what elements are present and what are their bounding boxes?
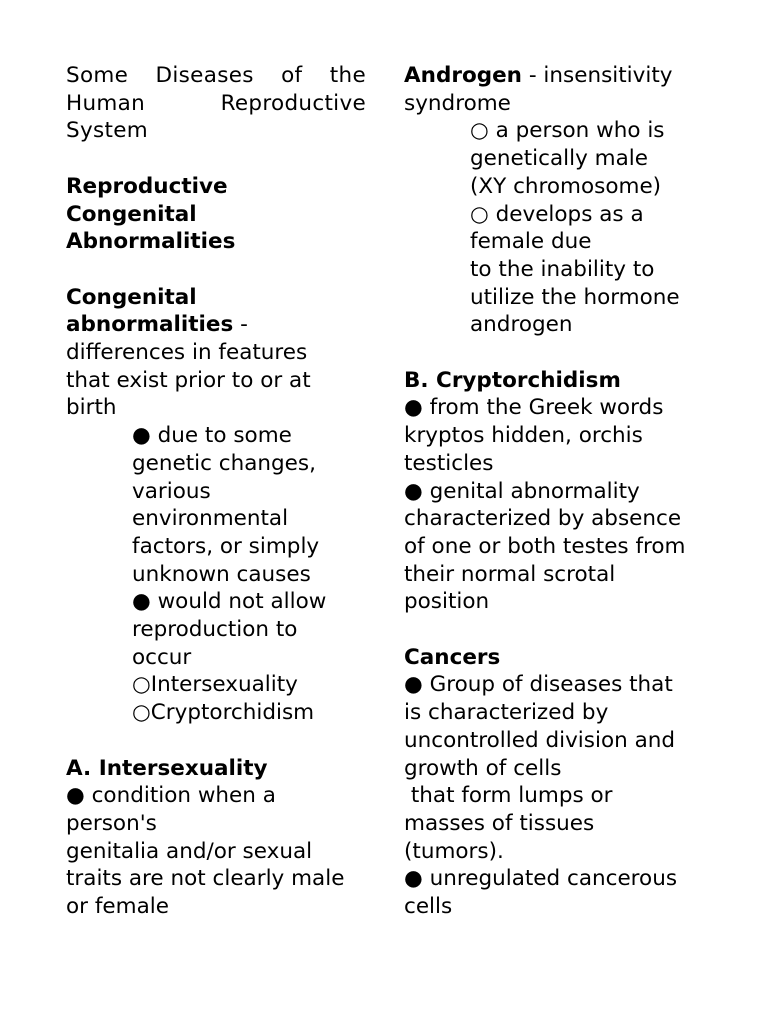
section-a-heading: A. Intersexuality	[66, 755, 268, 781]
section-b-cryptorchidism	[404, 367, 700, 616]
section-heading-congenital-abnormalities	[66, 173, 366, 256]
bullet-line: occur	[132, 644, 192, 670]
sub-item-intersexuality: ○Intersexuality	[132, 672, 298, 698]
definition-line: differences in features	[66, 340, 308, 365]
androgen-term: Androgen	[404, 63, 522, 88]
section-a-line: genitalia and/or sexual	[66, 838, 313, 864]
bullet-line: genetic changes,	[132, 450, 316, 476]
title-line: System	[66, 118, 148, 144]
document-title	[66, 62, 366, 145]
term-dash: -	[233, 312, 248, 338]
cancers-line: is characterized by	[404, 700, 609, 726]
bullet-line: ● would not allow	[132, 589, 327, 615]
cancers-line: ● unregulated cancerous	[404, 866, 678, 892]
section-a-line: traits are not clearly male	[66, 866, 345, 892]
section-a-intersexuality	[66, 755, 366, 921]
androgen-sub-line: ○ develops as a	[470, 201, 644, 227]
bullet-line: various	[132, 478, 211, 504]
cancers-line: cells	[404, 894, 453, 920]
section-b-line: position	[404, 589, 490, 615]
bullet-line: ● due to some	[132, 423, 292, 449]
congenital-definition	[66, 284, 366, 423]
bullet-line: environmental	[132, 506, 289, 532]
section-b-heading: B. Cryptorchidism	[404, 367, 621, 393]
androgen-rest: - insensitivity	[522, 63, 673, 88]
heading-line: Congenital	[66, 201, 197, 227]
heading-line: Reproductive	[66, 173, 228, 199]
androgen-sub-line: utilize the hormone	[470, 284, 680, 310]
section-b-line: ● genital abnormality	[404, 478, 640, 504]
androgen-sub-line: ○ a person who is	[470, 118, 665, 144]
title-line: Some Diseases of the	[66, 63, 366, 88]
androgen-insensitivity	[404, 62, 700, 339]
definition-line: that exist prior to or at	[66, 367, 311, 393]
cancers-heading: Cancers	[404, 644, 501, 670]
cancers-line: uncontrolled division and	[404, 727, 676, 753]
section-b-line: their normal scrotal	[404, 561, 616, 587]
left-column	[66, 62, 366, 921]
androgen-sub-line: androgen	[470, 312, 573, 338]
cancers-line: ● Group of diseases that	[404, 672, 673, 698]
androgen-sub-line: female due	[470, 229, 592, 255]
cancers-line: growth of cells	[404, 755, 562, 781]
androgen-line: syndrome	[404, 90, 511, 116]
sub-item-cryptorchidism: ○Cryptorchidism	[132, 700, 315, 726]
title-line: Human Reproductive	[66, 90, 366, 116]
heading-line: Abnormalities	[66, 229, 236, 255]
cancers-line: (tumors).	[404, 838, 504, 864]
definition-line: birth	[66, 395, 117, 421]
section-b-line: of one or both testes from	[404, 533, 686, 559]
androgen-sub-list	[404, 117, 700, 339]
section-a-line: person's	[66, 810, 157, 836]
cancers-line: masses of tissues	[404, 810, 595, 836]
bullet-line: factors, or simply	[132, 533, 320, 559]
section-b-line: ● from the Greek words	[404, 395, 664, 421]
section-b-line: characterized by absence	[404, 506, 682, 532]
term-bold: abnormalities	[66, 312, 234, 338]
androgen-sub-line: (XY chromosome)	[470, 173, 662, 199]
section-a-line: or female	[66, 894, 169, 920]
bullet-line: reproduction to	[132, 617, 298, 643]
right-column	[404, 62, 700, 921]
section-cancers	[404, 644, 700, 921]
bullet-line: unknown causes	[132, 561, 311, 587]
cancers-line: that form lumps or	[404, 783, 613, 809]
congenital-bullets	[66, 422, 366, 727]
term-line	[66, 311, 366, 339]
androgen-sub-line: genetically male	[470, 146, 648, 172]
section-b-line: testicles	[404, 450, 494, 476]
term-line: Congenital	[66, 284, 197, 310]
section-b-line: kryptos hidden, orchis	[404, 423, 643, 449]
section-a-line: ● condition when a	[66, 783, 276, 809]
androgen-sub-line: to the inability to	[470, 256, 655, 282]
